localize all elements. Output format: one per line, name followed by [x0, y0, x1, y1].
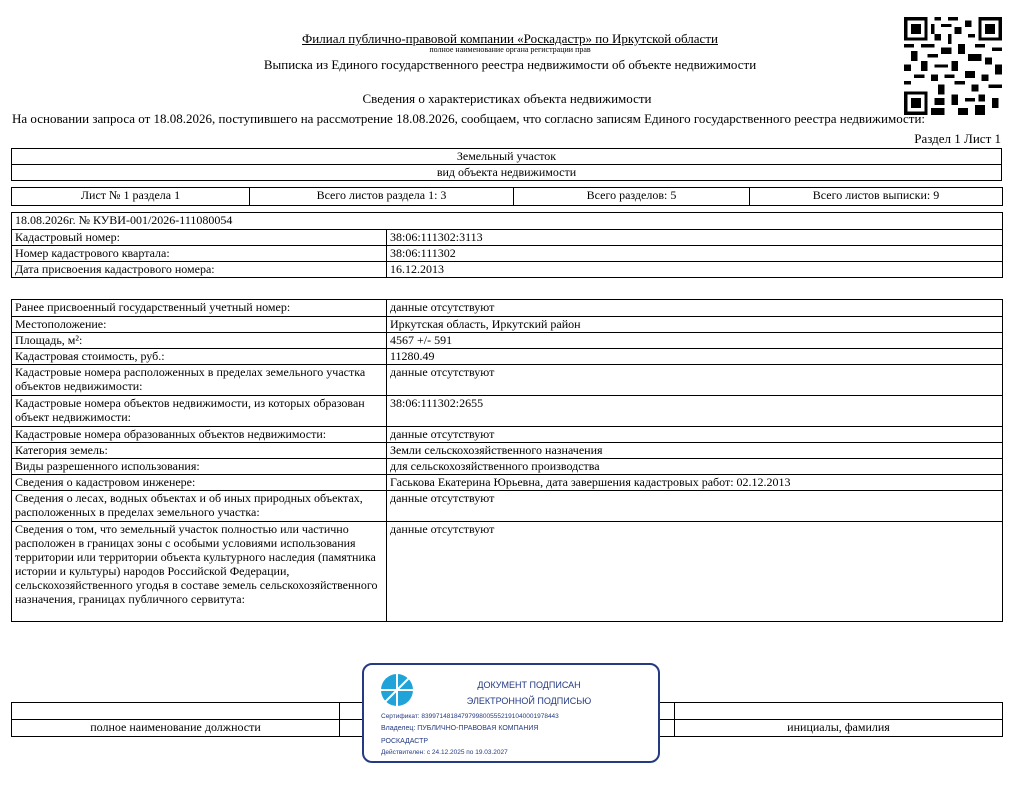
detail-label: Кадастровая стоимость, руб.:	[12, 349, 387, 365]
total-sheets-section: Всего листов раздела 1: 3	[250, 188, 514, 206]
detail-label: Сведения о кадастровом инженере:	[12, 475, 387, 491]
ident-label: Номер кадастрового квартала:	[12, 246, 387, 262]
total-sections: Всего разделов: 5	[514, 188, 750, 206]
name-caption: инициалы, фамилия	[675, 720, 1003, 737]
object-type-table	[11, 148, 1002, 181]
detail-value: данные отсутствуют	[387, 365, 1003, 396]
object-type-caption: вид объекта недвижимости	[12, 165, 1002, 181]
cadastral-quarter: 38:06:111302	[387, 246, 1003, 262]
sheet-number: Лист № 1 раздела 1	[12, 188, 250, 206]
extract-date-number: 18.08.2026г. № КУВИ-001/2026-111080054	[12, 213, 1003, 230]
detail-value: 4567 +/- 591	[387, 333, 1003, 349]
cadastral-number: 38:06:111302:3113	[387, 230, 1003, 246]
detail-value: данные отсутствуют	[387, 522, 1003, 622]
identification-table	[11, 212, 1003, 278]
detail-value: для сельскохозяйственного производства	[387, 459, 1003, 475]
stamp-owner-continued: РОСКАДАСТР	[381, 738, 429, 745]
detail-value: Гаськова Екатерина Юрьевна, дата завершения кадастровых работ: 02.12.2013	[387, 475, 1003, 491]
sheet-info-table	[11, 187, 1003, 206]
electronic-signature-stamp	[362, 663, 660, 763]
stamp-line-2: ЭЛЕКТРОННОЙ ПОДПИСЬЮ	[466, 696, 592, 706]
authority-name: Филиал публично-правовой компании «Роскадастр» по Иркутской области	[302, 31, 718, 46]
authority-caption: полное наименование органа регистрации прав	[429, 45, 591, 54]
detail-value: 38:06:111302:2655	[387, 396, 1003, 427]
ident-label: Кадастровый номер:	[12, 230, 387, 246]
detail-value: данные отсутствуют	[387, 300, 1003, 317]
detail-value: данные отсутствуют	[387, 491, 1003, 522]
ident-label: Дата присвоения кадастрового номера:	[12, 262, 387, 278]
total-sheets-extract: Всего листов выписки: 9	[750, 188, 1003, 206]
position-field	[12, 703, 340, 720]
section-sheet-label: Раздел 1 Лист 1	[914, 131, 1001, 146]
detail-label: Площадь, м²:	[12, 333, 387, 349]
details-table	[11, 299, 1003, 622]
detail-value: Иркутская область, Иркутский район	[387, 317, 1003, 333]
stamp-owner: Владелец: ПУБЛИЧНО-ПРАВОВАЯ КОМПАНИЯ	[381, 725, 539, 732]
stamp-validity: Действителен: с 24.12.2025 по 19.03.2027	[381, 749, 508, 756]
qr-code-icon	[904, 17, 1002, 115]
position-caption: полное наименование должности	[12, 720, 340, 737]
stamp-certificate: Сертификат: 839971481847979980055521910400019784​43	[381, 713, 559, 720]
detail-label: Сведения о том, что земельный участок полностью или частично расположен в границах зоны с особыми условиями использования территории или территории объекта культурного наследия (памятника истории и культуры) народов Российской Федерации, сельскохозяйственного угодья в составе земель сельскохозяйственного назначения, границах публичного сервитута:	[12, 522, 387, 622]
detail-label: Кадастровые номера объектов недвижимости, из которых образован объект недвижимости:	[12, 396, 387, 427]
section-subtitle: Сведения о характеристиках объекта недвижимости	[362, 91, 652, 106]
detail-label: Виды разрешенного использования:	[12, 459, 387, 475]
detail-label: Ранее присвоенный государственный учетный номер:	[12, 300, 387, 317]
request-basis: На основании запроса от 18.08.2026, поступившего на рассмотрение 18.08.2026, сообщаем, что согласно записям Единого государственного реестра недвижимости:	[12, 111, 926, 126]
detail-label: Категория земель:	[12, 443, 387, 459]
detail-label: Местоположение:	[12, 317, 387, 333]
object-type: Земельный участок	[12, 149, 1002, 165]
detail-label: Сведения о лесах, водных объектах и об иных природных объектах, расположенных в пределах земельного участка:	[12, 491, 387, 522]
stamp-line-1: ДОКУМЕНТ ПОДПИСАН	[477, 680, 581, 690]
document-title: Выписка из Единого государственного реестра недвижимости об объекте недвижимости	[263, 57, 757, 72]
assignment-date: 16.12.2013	[387, 262, 1003, 278]
roskadastr-emblem-icon	[380, 673, 414, 707]
name-field	[675, 703, 1003, 720]
detail-value: Земли сельскохозяйственного назначения	[387, 443, 1003, 459]
detail-label: Кадастровые номера расположенных в пределах земельного участка объектов недвижимости:	[12, 365, 387, 396]
detail-value: данные отсутствуют	[387, 427, 1003, 443]
detail-value: 11280.49	[387, 349, 1003, 365]
detail-label: Кадастровые номера образованных объектов недвижимости:	[12, 427, 387, 443]
